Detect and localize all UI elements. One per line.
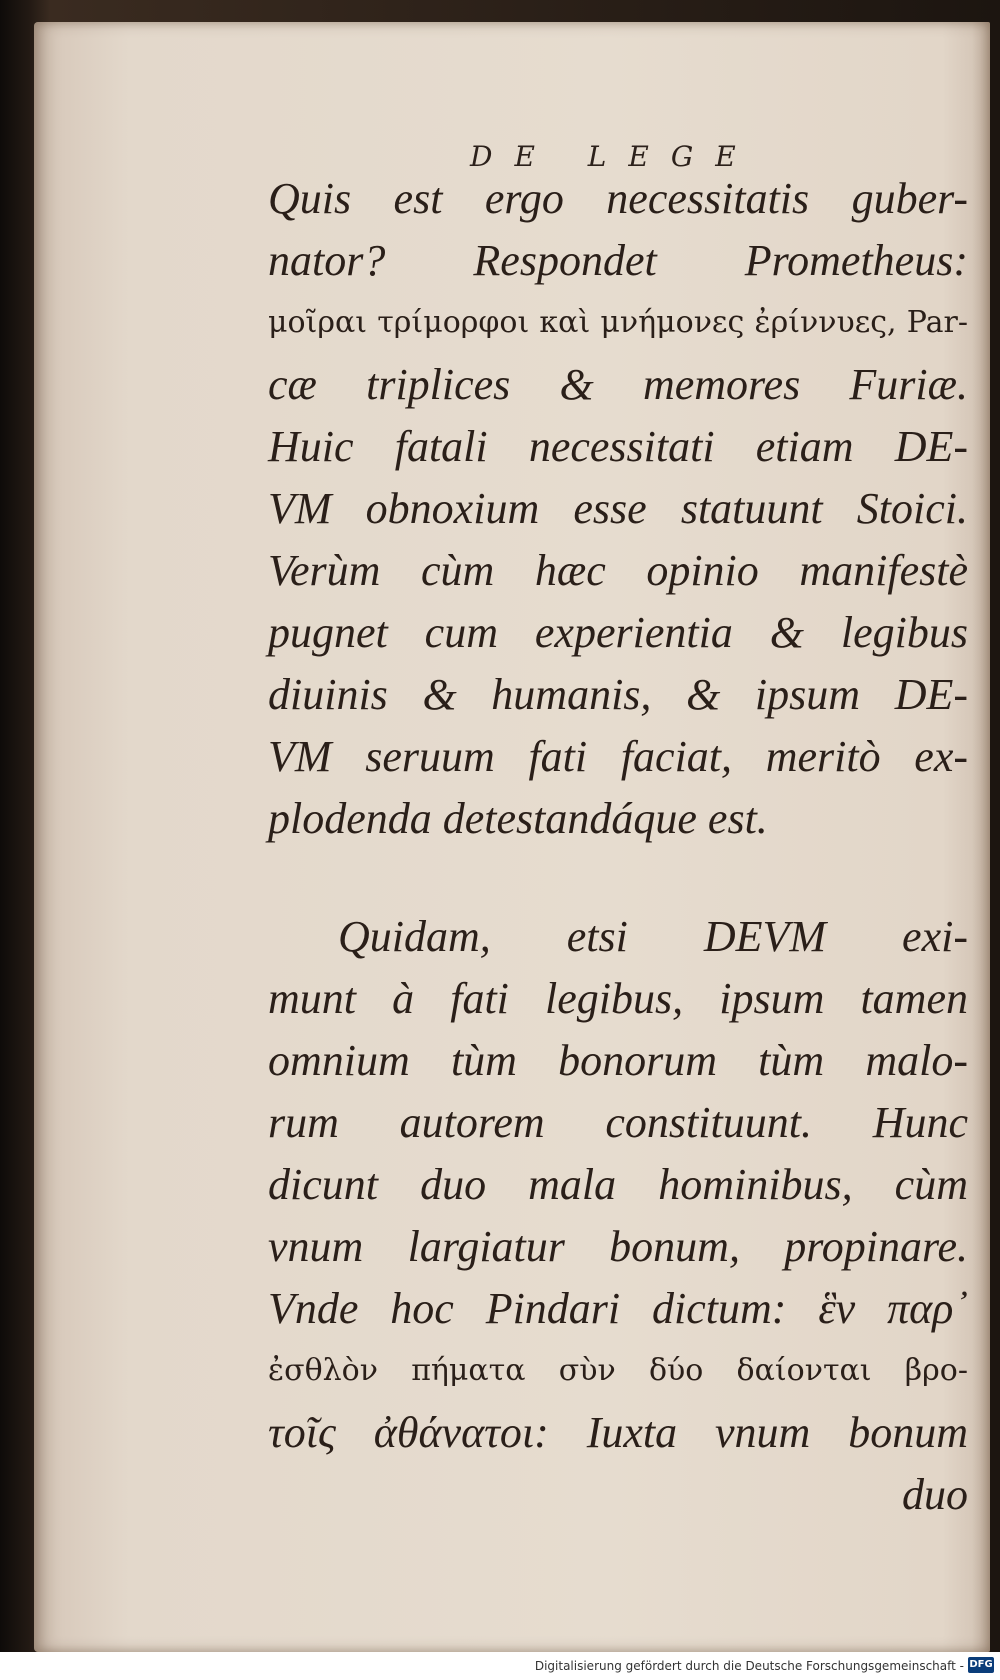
page-edge-shadow: [972, 22, 990, 1652]
text-line: plodenda detestandáque est.: [268, 794, 768, 843]
text-line: rum autorem constituunt. Hunc: [268, 1098, 968, 1147]
paragraph-gap: [268, 850, 968, 906]
dfg-logo: DFG: [968, 1657, 994, 1673]
text-line-greek: μοῖραι τρίμορφοι καὶ μνήμονες ἐρίννυες, Par-: [268, 305, 968, 340]
footer-credit: Digitalisierung gefördert durch die Deutsche Forschungsgemeinschaft -: [534, 1659, 964, 1673]
text-block: [268, 168, 968, 1526]
running-head: DE LEGE: [470, 140, 758, 173]
digitization-footer: [0, 1652, 1000, 1680]
text-line: munt à fati legibus, ipsum tamen: [268, 974, 968, 1023]
text-line: cæ triplices & memores Furiæ.: [268, 360, 968, 409]
text-line: nator? Respondet Prometheus:: [268, 236, 968, 285]
text-line: diuinis & humanis, & ipsum DE-: [268, 670, 968, 719]
text-line: dicunt duo mala hominibus, cùm: [268, 1160, 968, 1209]
text-line: Verùm cùm hæc opinio manifestè: [268, 546, 968, 595]
text-line: Quidam, etsi DEVM exi-: [338, 912, 968, 961]
text-line: Huic fatali necessitati etiam DE-: [268, 422, 968, 471]
text-line: τοῖς ἀθάνατοι: Iuxta vnum bonum: [268, 1408, 968, 1457]
text-line: pugnet cum experientia & legibus: [268, 608, 968, 657]
text-line: Vnde hoc Pindari dictum: ἓν παρ᾽: [268, 1284, 968, 1333]
text-line: VM obnoxium esse statuunt Stoici.: [268, 484, 968, 533]
text-line: omnium tùm bonorum tùm malo-: [268, 1036, 968, 1085]
text-line-greek: ἐσθλὸν πήματα σὺν δύο δαίονται βρο-: [268, 1353, 968, 1388]
text-line: Quis est ergo necessitatis guber-: [268, 174, 968, 223]
catchword: duo: [902, 1470, 968, 1519]
text-line: vnum largiatur bonum, propinare.: [268, 1222, 968, 1271]
text-line: VM seruum fati faciat, meritò ex-: [268, 732, 968, 781]
